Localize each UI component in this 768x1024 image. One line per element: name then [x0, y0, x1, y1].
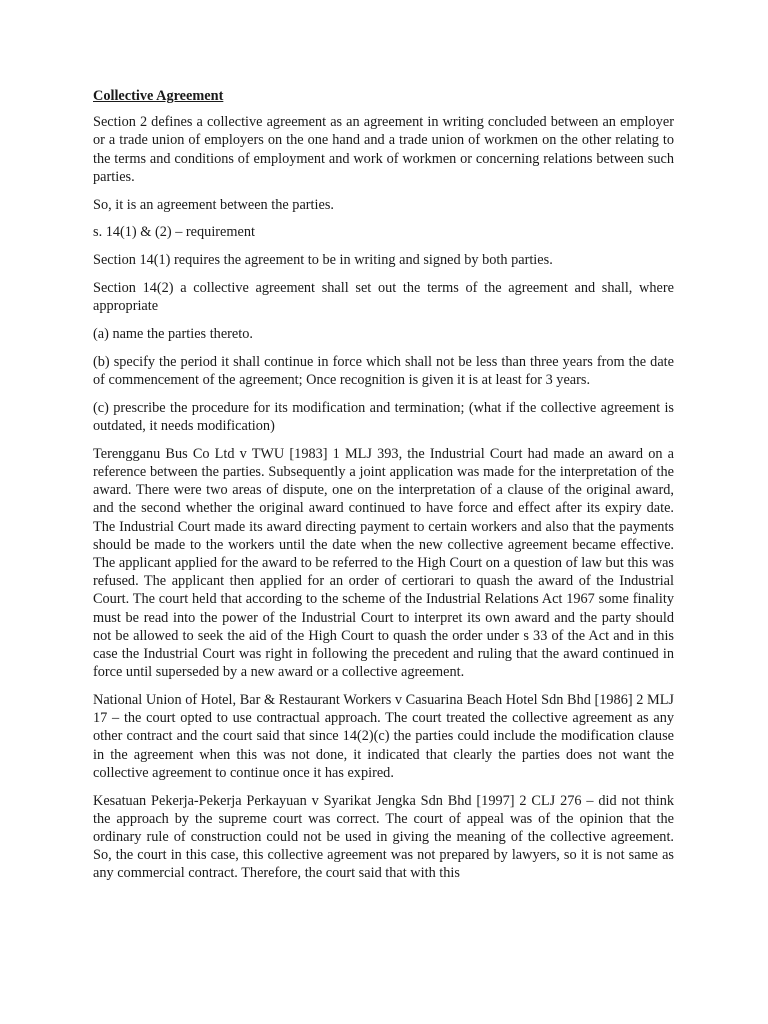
- paragraph-agreement-between-parties: So, it is an agreement between the parties.: [93, 196, 334, 213]
- paragraph-section-2-definition: Section 2 defines a collective agreement as an agreement in writing concluded between an employer or a trade union of employers on the one hand and a trade union of workmen on the other relating to the terms and conditions of employment and work of workmen or concerning relations between such parties.: [93, 114, 674, 185]
- paragraph-item-b: (b) specify the period it shall continue in force which shall not be less than three years from the date of commencement of the agreement; Once recognition is given it is at least for 3 years.: [93, 353, 674, 388]
- paragraph-item-c: (c) prescribe the procedure for its modification and termination; (what if the collective agreement is outdated, it needs modification): [93, 399, 674, 434]
- document-page: [93, 87, 674, 892]
- paragraph-jengka-case: Kesatuan Pekerja-Pekerja Perkayuan v Syarikat Jengka Sdn Bhd [1997] 2 CLJ 276 – did not think the approach by the supreme court was correct. The court of appeal was of the opinion that the ordinary rule of construction could not be used in giving the meaning of the collective agreement. So, the court in this case, this collective agreement was not prepared by lawyers, so it is not same as any commercial contract. Therefore, the court said that with this: [93, 792, 674, 882]
- paragraph-section-14-1: Section 14(1) requires the agreement to be in writing and signed by both parties.: [93, 252, 553, 269]
- paragraph-casuarina-beach-case: National Union of Hotel, Bar & Restaurant Workers v Casuarina Beach Hotel Sdn Bhd [1986] 2 MLJ 17 – the court opted to use contractual approach. The court treated the collective agreement as any other contract and the court said that since 14(2)(c) the parties could include the modification clause in the agreement when this was not done, it indicated that clearly the parties does not want the collective agreement to continue once it has expired.: [93, 692, 674, 781]
- paragraph-terengganu-bus-case: Terengganu Bus Co Ltd v TWU [1983] 1 MLJ 393, the Industrial Court had made an award on a reference between the parties. Subsequently a joint application was made for the interpretation of the award. There were two areas of dispute, one on the interpretation of a clause of the original award, and the second whether the original award continued to have force and effect after its expiry date. The Industrial Court made its award directing payment to certain workers and also that the payments should be made to the workers until the date when the new collective agreement became effective. The applicant applied for the award to be referred to the High Court on a question of law but this was refused. The applicant then applied for an order of certiorari to quash the award of the Industrial Court. The court held that according to the scheme of the Industrial Relations Act 1967 some finality must be read into the power of the Industrial Court to interpret its own award and the party should not be allowed to seek the aid of the High Court to quash the order under s 33 of the Act and in this case the Industrial Court was right in following the precedent and ruling that the award continued in force until superseded by a new award or a collective agreement.: [93, 445, 674, 681]
- page-title: Collective Agreement: [93, 88, 224, 104]
- paragraph-section-14-2: Section 14(2) a collective agreement shall set out the terms of the agreement and shall, where appropriate: [93, 280, 674, 315]
- paragraph-s14-requirement: s. 14(1) & (2) – requirement: [93, 224, 255, 241]
- paragraph-item-a: (a) name the parties thereto.: [93, 326, 253, 342]
